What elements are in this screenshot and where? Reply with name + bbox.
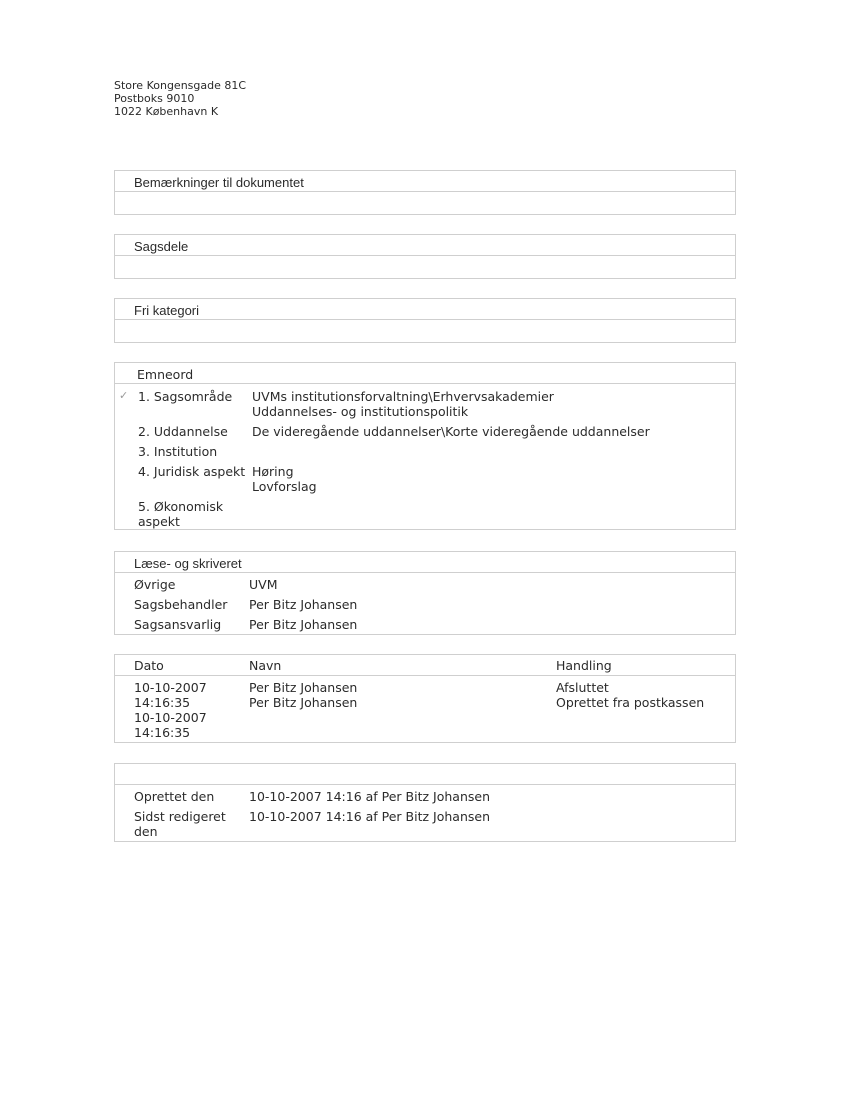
history-col-name: Navn [249, 658, 282, 673]
keywords-section [114, 362, 736, 530]
history-header [115, 655, 735, 676]
keyword-value-1b: Uddannelses- og institutionspolitik [252, 404, 469, 419]
edited-label-line1: Sidst redigeret [134, 809, 226, 824]
access-rights-title: Læse- og skriveret [134, 556, 242, 571]
history-section [114, 654, 736, 743]
address-block [114, 79, 246, 118]
keyword-label-2: 2. Uddannelse [138, 424, 228, 439]
address-street: Store Kongensgade 81C [114, 79, 247, 92]
edited-value: 10-10-2007 14:16 af Per Bitz Johansen [249, 809, 490, 824]
rights-value-handler: Per Bitz Johansen [249, 597, 358, 612]
keyword-label-5b: aspekt [138, 514, 180, 529]
rights-label-other: Øvrige [134, 577, 176, 592]
history-col-action: Handling [556, 658, 612, 673]
keyword-value-4b: Lovforslag [252, 479, 317, 494]
remarks-header [115, 171, 735, 192]
rights-label-responsible: Sagsansvarlig [134, 617, 222, 632]
access-rights-header [115, 552, 735, 573]
keyword-value-4a: Høring [252, 464, 294, 479]
rights-value-other: UVM [249, 577, 278, 592]
history-time-2: 14:16:35 [134, 725, 191, 740]
case-parts-section [114, 234, 736, 279]
created-value: 10-10-2007 14:16 af Per Bitz Johansen [249, 789, 490, 804]
keyword-label-3: 3. Institution [138, 444, 218, 459]
history-time-1: 14:16:35 [134, 695, 191, 710]
keywords-header [115, 363, 735, 384]
remarks-title: Bemærkninger til dokumentet [134, 175, 304, 190]
check-icon: ✓ [119, 389, 129, 402]
keyword-label-4: 4. Juridisk aspekt [138, 464, 246, 479]
history-date-1: 10-10-2007 [134, 680, 207, 695]
address-postbox: Postboks 9010 [114, 92, 195, 105]
history-name-2: Per Bitz Johansen [249, 695, 358, 710]
metadata-section [114, 763, 736, 842]
free-category-section [114, 298, 736, 343]
remarks-section [114, 170, 736, 215]
history-action-1: Afsluttet [556, 680, 609, 695]
keyword-label-1: 1. Sagsområde [138, 389, 233, 404]
history-name-1: Per Bitz Johansen [249, 680, 358, 695]
keyword-value-2a: De videregående uddannelser\Korte videregående uddannelser [252, 424, 650, 439]
history-date-2: 10-10-2007 [134, 710, 207, 725]
history-action-2: Oprettet fra postkassen [556, 695, 705, 710]
keyword-value-1a: UVMs institutionsforvaltning\Erhvervsakademier [252, 389, 554, 404]
free-category-header [115, 299, 735, 320]
history-col-date: Dato [134, 658, 164, 673]
edited-label-line2: den [134, 824, 158, 839]
case-parts-header [115, 235, 735, 256]
created-label: Oprettet den [134, 789, 215, 804]
case-parts-title: Sagsdele [134, 239, 189, 254]
metadata-header [115, 764, 735, 785]
address-city: 1022 København K [114, 105, 219, 118]
rights-value-responsible: Per Bitz Johansen [249, 617, 358, 632]
free-category-title: Fri kategori [134, 303, 200, 318]
rights-label-handler: Sagsbehandler [134, 597, 228, 612]
keywords-title: Emneord [137, 367, 194, 382]
keyword-label-5a: 5. Økonomisk [138, 499, 224, 514]
access-rights-section [114, 551, 736, 635]
